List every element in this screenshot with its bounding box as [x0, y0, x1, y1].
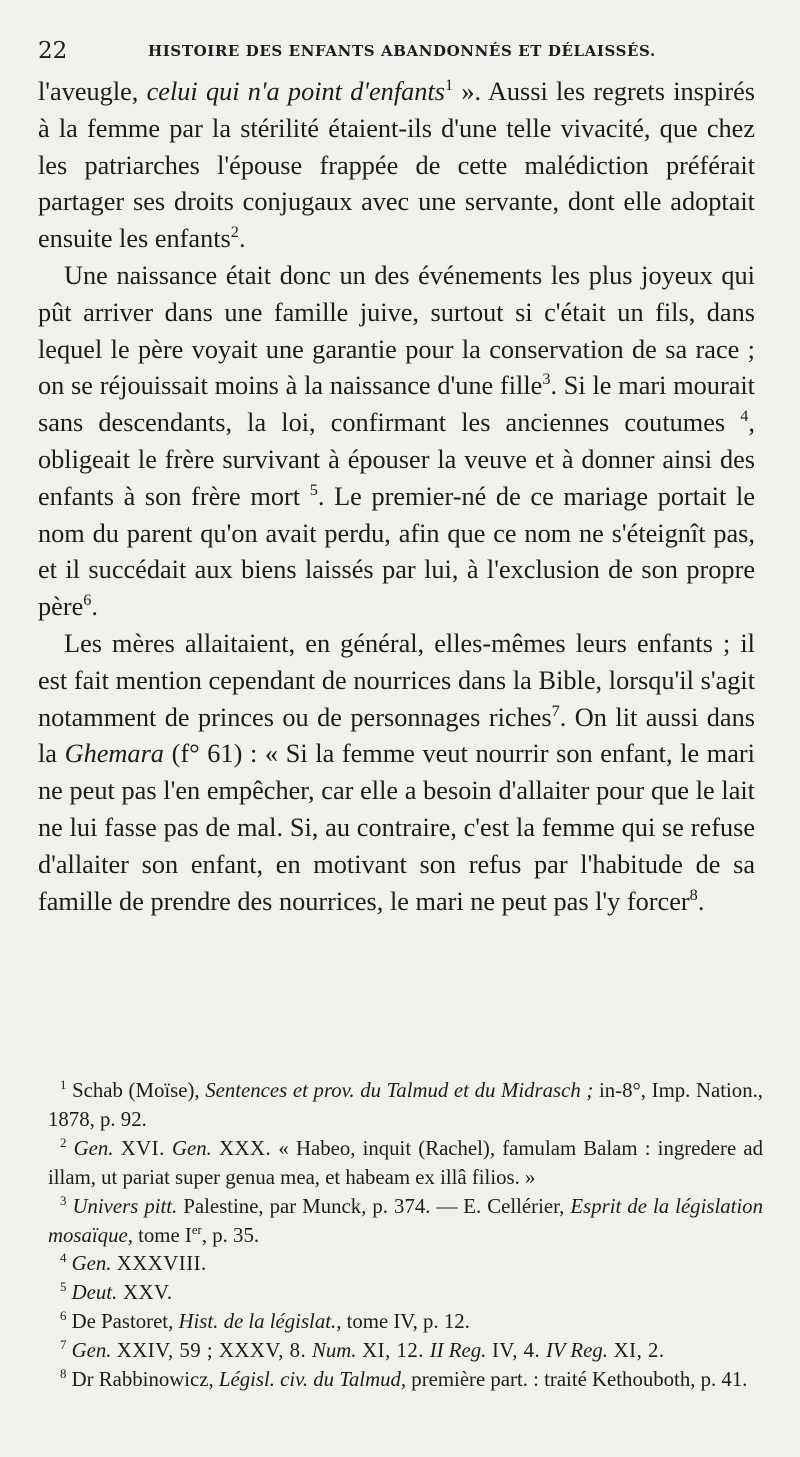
- ghemara-title: Ghemara: [64, 739, 164, 769]
- page-number: 22: [38, 38, 68, 64]
- footnote-ref: 5: [309, 480, 318, 499]
- page-header: [38, 38, 750, 68]
- running-title: HISTOIRE DES ENFANTS ABANDONNÉS ET DÉLAISSÉS.: [148, 42, 656, 60]
- footnote-ref: 1: [444, 75, 454, 95]
- footnotes: [48, 1077, 763, 1395]
- quotation: celui qui n'a point d'enfants: [146, 77, 445, 106]
- footnote: $^3$ Univers pitt. Palestine, par Munck, p. 374. — E. Cellérier, Esprit de la législation mosaïque, tome Ier, p. 35.: [48, 1193, 763, 1247]
- paragraph: Les mères allaitaient, en général, elles-mêmes leurs enfants ; il est fait mention cependant de nourrices dans la Bible, lorsqu'il s'agit notamment de princes ou de personnages riches$^7$. On lit aussi dans la Ghemara (f° 61) : « Si la femme veut nourrir son enfant, le mari ne peut pas l'en empêcher, car elle a besoin d'allaiter pour que le lait ne lui fasse pas de mal. Si, au contraire, c'est la femme qui se refuse d'allaiter son enfant, en motivant son refus par l'habitude de sa famille de prendre des nourrices, le mari ne peut pas l'y forcer$^8$.: [38, 628, 755, 916]
- paragraph: Une naissance était donc un des événements les plus joyeux qui pût arriver dans une famille juive, surtout si c'était un fils, dans lequel le père voyait une garantie pour la conservation de sa race ; on se réjouissait moins à la naissance d'une fille$^3$. Si le mari mourait sans descendants, la loi, confirmant les anciennes coutumes $^4$, obligeait le frère survivant à épouser la veuve et à donner ainsi des enfants à son frère mort $^5$. Le premier-né de ce mariage portait le nom du parent qu'on avait perdu, afin que ce nom ne s'éteignît pas, et il succédait aux biens laissés par lui, à l'exclusion de son propre père$^6$.: [38, 260, 755, 622]
- footnote: $^8$ Dr Rabbinowicz, Législ. civ. du Talmud, première part. : traité Kethouboth, p. 41.: [60, 1367, 748, 1392]
- footnote-ref: 4: [740, 406, 749, 426]
- footnote: $^5$ Deut. XXV.: [60, 1280, 173, 1305]
- footnote: $^1$ Schab (Moïse), Sentences et prov. du Talmud et du Midrasch ; in-8°, Imp. Nation., 1878, p. 92.: [48, 1078, 763, 1131]
- footnote-ref: 2: [230, 222, 239, 242]
- footnote: $^6$ De Pastoret, Hist. de la législat., tome IV, p. 12.: [60, 1309, 470, 1334]
- footnote-ref: 8: [689, 884, 698, 904]
- footnote-ref: 6: [83, 590, 92, 610]
- paragraph: l'aveugle, celui qui n'a point d'enfants$^1$ ». Aussi les regrets inspirés à la femme par la stérilité étaient-ils d'une telle vivacité, que chez les patriarches l'épouse frappée de cette malédiction préférait partager ses droits conjugaux avec une servante, dont elle adoptait ensuite les enfants$^2$.: [38, 75, 756, 254]
- footnote-ref: 7: [551, 700, 560, 720]
- footnote: $^4$ Gen. XXXVIII.: [60, 1251, 207, 1276]
- footnote: $^7$ Gen. XXIV, 59 ; XXXV, 8. Num. XI, 12. II Reg. IV, 4. IV Reg. XI, 2.: [60, 1338, 665, 1363]
- footnote-ref: 3: [542, 369, 551, 389]
- footnote: $^2$ Gen. XVI. Gen. XXX. « Habeo, inquit (Rachel), famulam Balam : ingredere ad illam, ut pariat super genua mea, et habeam ex illâ filios. »: [48, 1135, 763, 1189]
- main-text: [38, 74, 755, 920]
